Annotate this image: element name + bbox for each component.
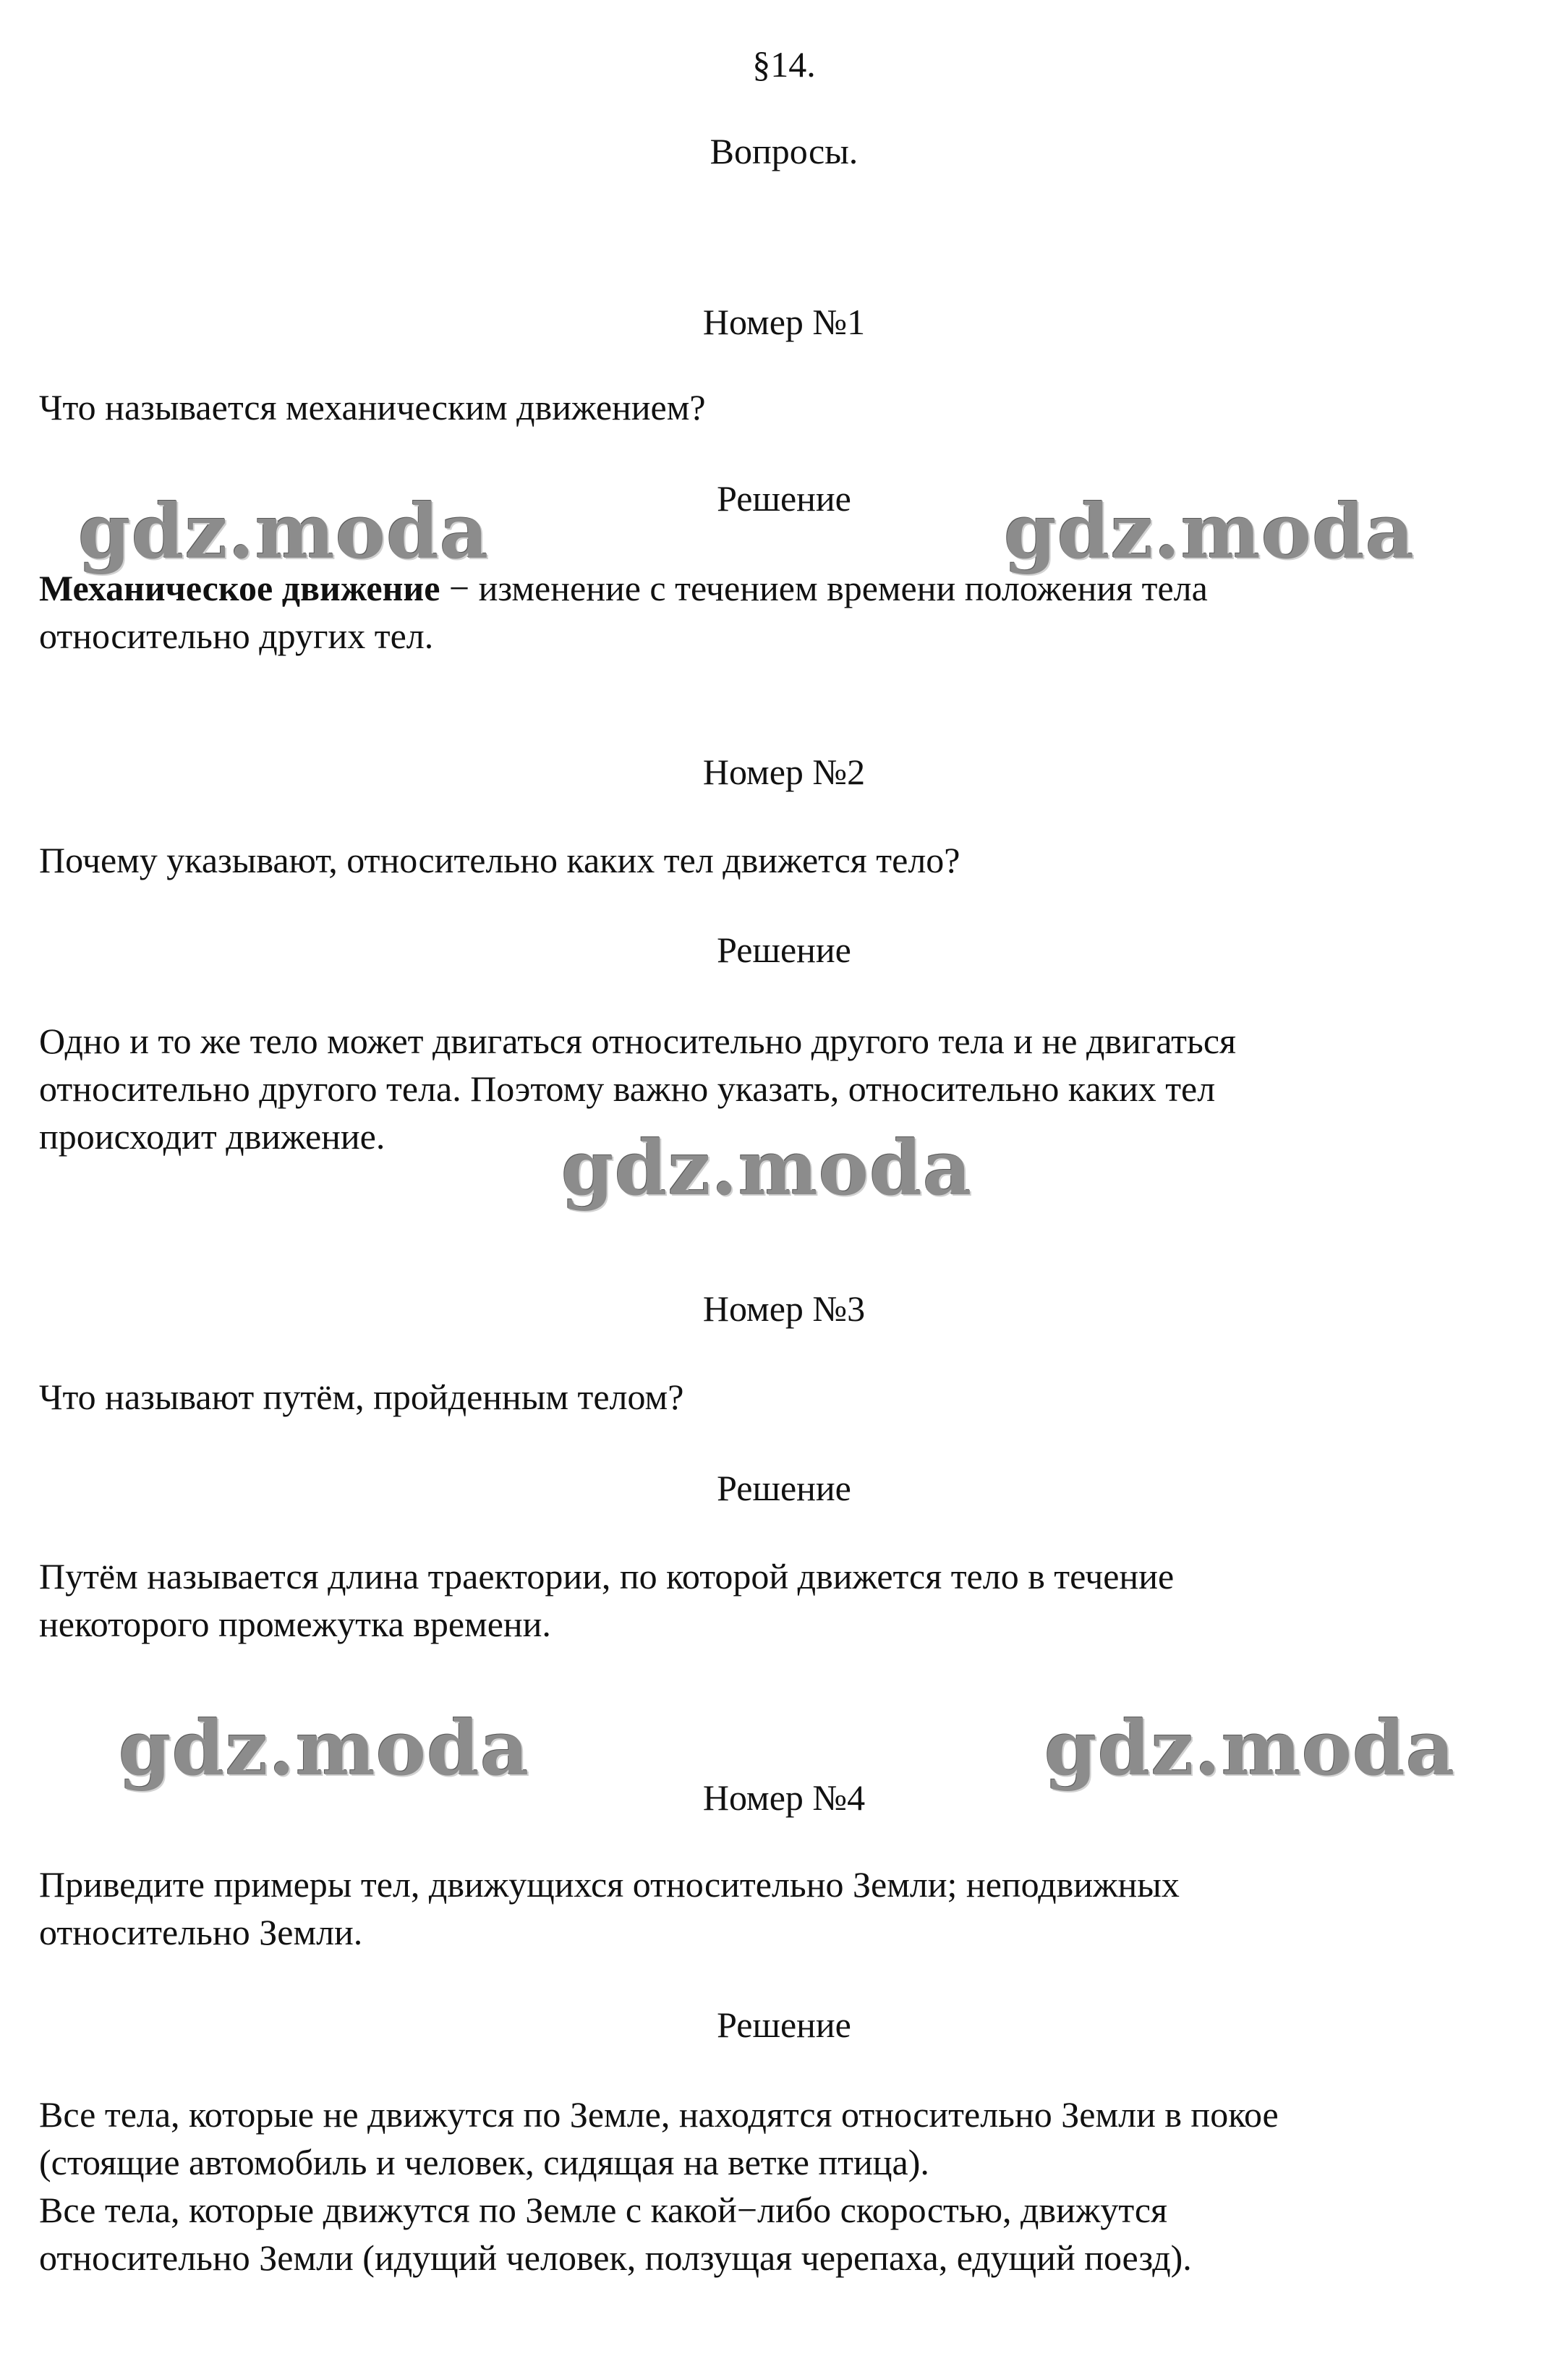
watermark-5: gdz.moda [1044, 1704, 1456, 1793]
item-3-question: Что называют путём, пройденным телом? [39, 1377, 684, 1417]
page-subtitle: Вопросы. [710, 131, 858, 171]
watermark-2: gdz.moda [1004, 487, 1415, 576]
item-2-answer-line-1: Одно и то же тело может двигаться относительно другого тела и не двигаться [39, 1021, 1237, 1061]
item-1-number: Номер №1 [702, 302, 866, 342]
item-4-answer-line-4: относительно Земли (идущий человек, ползущая черепаха, едущий поезд). [39, 2237, 1192, 2278]
item-4-answer-line-1: Все тела, которые не движутся по Земле, находятся относительно Земли в покое [39, 2094, 1279, 2135]
item-1-answer-line-2: относительно других тел. [39, 616, 434, 656]
item-1-question: Что называется механическим движением? [39, 387, 706, 428]
item-2-number: Номер №2 [702, 752, 866, 792]
item-4-question-line-1: Приведите примеры тел, движущихся относительно Земли; неподвижных [39, 1864, 1180, 1905]
item-3-answer-line-1: Путём называется длина траектории, по которой движется тело в течение [39, 1556, 1175, 1596]
item-4-answer-line-3: Все тела, которые движутся по Земле с какой−либо скоростью, движутся [39, 2190, 1168, 2230]
item-3-number: Номер №3 [702, 1288, 866, 1329]
item-1-answer-term: Механическое движение [39, 568, 440, 608]
item-4-question-line-2: относительно Земли. [39, 1912, 363, 1952]
item-2-answer-line-3: происходит движение. [39, 1116, 385, 1157]
watermark-3: gdz.moda [561, 1123, 973, 1212]
item-3-answer-line-2: некоторого промежутка времени. [39, 1604, 551, 1644]
item-4-answer-line-2: (стоящие автомобиль и человек, сидящая на ветке птица). [39, 2142, 929, 2182]
item-1-answer-line-1 [39, 564, 1208, 612]
item-1-answer-text: − изменение с течением времени положения тела [448, 568, 1208, 608]
item-4-number: Номер №4 [702, 1777, 866, 1818]
item-2-solution-label: Решение [717, 930, 851, 970]
section-title: §14. [752, 44, 816, 85]
item-2-answer-line-2: относительно другого тела. Поэтому важно указать, относительно каких тел [39, 1068, 1216, 1109]
watermark-4: gdz.moda [119, 1704, 530, 1793]
item-3-solution-label: Решение [717, 1468, 851, 1508]
item-1-solution-label: Решение [717, 478, 851, 519]
watermark-1: gdz.moda [78, 487, 490, 576]
item-4-solution-label: Решение [717, 2004, 851, 2045]
item-2-question: Почему указывают, относительно каких тел движется тело? [39, 840, 960, 880]
